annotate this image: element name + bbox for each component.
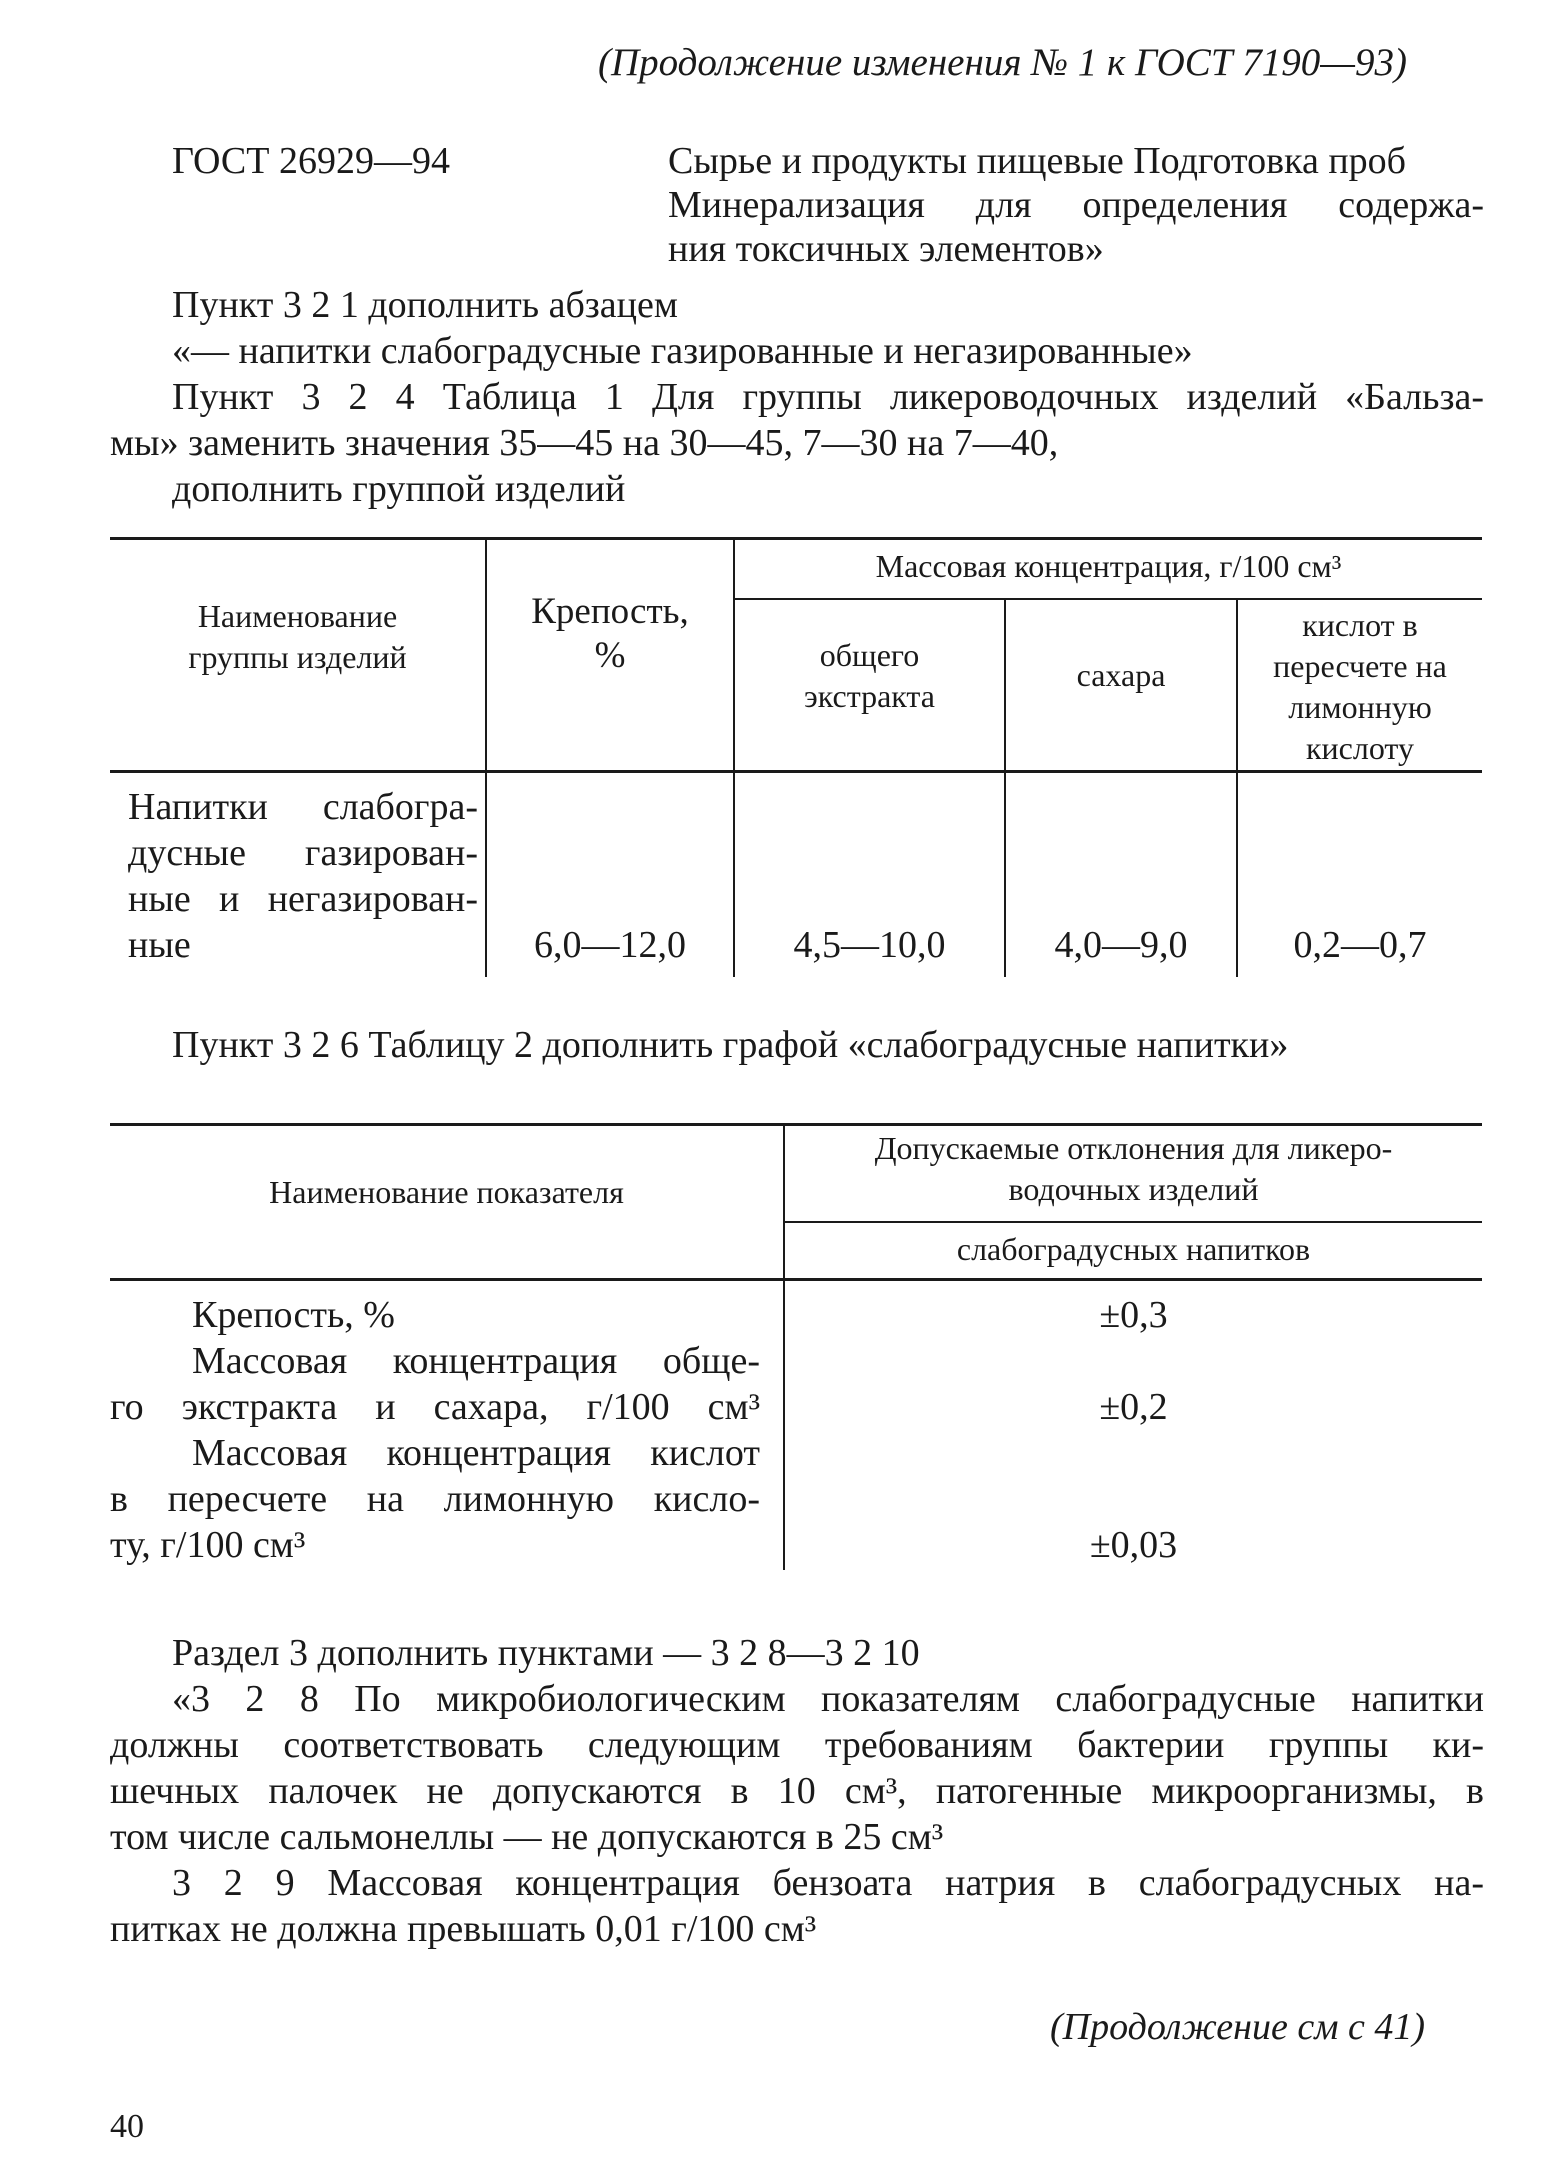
standard-title-line-3: ния токсичных элементов» — [668, 228, 1104, 270]
paragraph-line: шечных палочек не допускаются в 10 см³, патогенные микроорганизмы, в — [110, 1770, 1484, 1812]
paragraph-line: «— напитки слабоградусные газированные и негазированные» — [172, 330, 1193, 372]
column-header-name: Наименование группы изделий — [188, 598, 407, 675]
continuation-header: (Продолжение изменения № 1 к ГОСТ 7190—93) — [598, 41, 1407, 84]
table-row-value: ±0,2 — [1099, 1386, 1168, 1428]
table-row-label: в пересчете на лимонную кисло- — [110, 1478, 760, 1520]
table-rule — [110, 1278, 1482, 1281]
continuation-footer: (Продолжение см с 41) — [1050, 2006, 1426, 2048]
table-row-name: Напитки слабогра- дусные газирован- ные и негазирован- ные — [128, 786, 478, 966]
column-header-acid: кислот в пересчете на лимонную кислоту — [1273, 607, 1447, 766]
paragraph-line: Раздел 3 дополнить пунктами — 3 2 8—3 2 10 — [172, 1632, 920, 1674]
column-header-mass-concentration: Массовая концентрация, г/100 см³ — [875, 548, 1342, 584]
paragraph-line: Пункт 3 2 1 дополнить абзацем — [172, 284, 678, 326]
column-header-indicator: Наименование показателя — [269, 1174, 624, 1210]
standard-code: ГОСТ 26929—94 — [172, 140, 450, 182]
table-cell-sugar: 4,0—9,0 — [1054, 924, 1188, 966]
table-rule — [110, 537, 1482, 540]
table-cell-acid: 0,2—0,7 — [1293, 924, 1427, 966]
paragraph-line: Пункт 3 2 4 Таблица 1 Для группы ликероводочных изделий «Бальза- — [172, 376, 1484, 418]
paragraph-line: дополнить группой изделий — [172, 468, 626, 510]
column-header-low-alcohol: слабоградусных напитков — [956, 1231, 1311, 1267]
column-header-sugar: сахара — [1076, 657, 1166, 693]
table-cell-extract: 4,5—10,0 — [793, 924, 946, 966]
table-rule — [110, 770, 1482, 773]
table-row-value: ±0,3 — [1099, 1294, 1168, 1336]
table-row-label: Массовая концентрация обще- — [192, 1340, 760, 1382]
table-rule — [110, 1123, 1482, 1126]
table-row-label: ту, г/100 см³ — [110, 1524, 306, 1566]
paragraph-line: должны соответствовать следующим требованиям бактерии группы ки- — [110, 1724, 1484, 1766]
paragraph-line: том числе сальмонеллы — не допускаются в 25 см³ — [110, 1816, 944, 1858]
paragraph-line: Пункт 3 2 6 Таблицу 2 дополнить графой «слабоградусные напитки» — [172, 1024, 1289, 1066]
page-number: 40 — [110, 2108, 144, 2145]
table-rule — [733, 598, 1482, 600]
column-header-strength: Крепость, % — [531, 591, 689, 676]
table-row-label: Крепость, % — [192, 1294, 395, 1336]
table-rule — [785, 1221, 1482, 1223]
table-row-label: го экстракта и сахара, г/100 см³ — [110, 1386, 760, 1428]
paragraph-line: питках не должна превышать 0,01 г/100 см³ — [110, 1908, 817, 1950]
column-header-extract: общего экстракта — [804, 637, 935, 714]
paragraph-line: мы» заменить значения 35—45 на 30—45, 7—30 на 7—40, — [110, 422, 1059, 464]
paragraph-line: 3 2 9 Массовая концентрация бензоата натрия в слабоградусных на- — [172, 1862, 1484, 1904]
column-header-deviations: Допускаемые отклонения для ликеро- водочных изделий — [874, 1130, 1393, 1207]
paragraph-line: «3 2 8 По микробиологическим показателям слабоградусные напитки — [172, 1678, 1484, 1720]
standard-title-line-2: Минерализация для определения содержа- — [668, 184, 1484, 226]
table-cell-strength: 6,0—12,0 — [534, 924, 686, 966]
standard-title-line-1: Сырье и продукты пищевые Подготовка проб — [668, 140, 1407, 182]
table-rule — [733, 537, 735, 977]
table-row-label: Массовая концентрация кислот — [192, 1432, 760, 1474]
table-row-value: ±0,03 — [1089, 1524, 1178, 1566]
